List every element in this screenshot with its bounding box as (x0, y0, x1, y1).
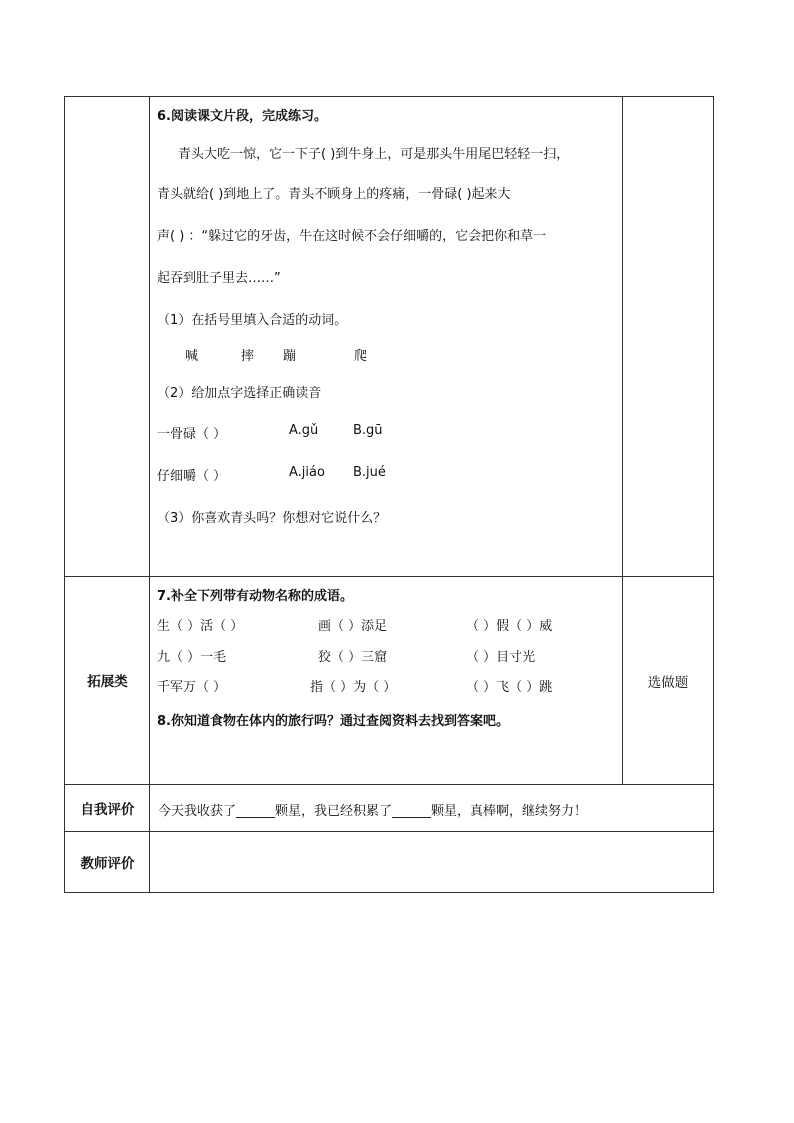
q6-cell (150, 97, 622, 576)
pinyin-option-b: B.gū (353, 423, 383, 438)
word-option: 喊 (185, 349, 199, 364)
idiom-item: 画（ ）添足 (318, 619, 388, 634)
q6-sub2: （2）给加点字选择正确读音 (157, 386, 322, 401)
row-divider-2 (65, 784, 713, 785)
worksheet-table (64, 96, 714, 893)
q8-title: 8.你知道食物在体内的旅行吗？通过查阅资料去找到答案吧。 (157, 714, 509, 729)
self-eval-text: 今天我收获了______颗星，我已经积累了______颗星，真棒啊，继续努力！ (158, 804, 588, 819)
word-option: 爬 (354, 349, 368, 364)
q7-title: 7.补全下列带有动物名称的成语。 (157, 589, 353, 604)
q6-passage-line-4: 起吞到肚子里去……” (157, 271, 281, 286)
category-teacher-eval: 教师评价 (80, 856, 135, 872)
idiom-item: （ ）目寸光 (466, 650, 536, 665)
q7-q8-cell (150, 577, 622, 784)
idiom-item: 指（ ）为（ ） (310, 680, 397, 695)
idiom-item: （ ）假（ ）威 (466, 619, 553, 634)
pinyin-question-1: 一骨碌（ ） (157, 427, 227, 442)
q6-passage-line-3: 声( ) ：“躲过它的牙齿，牛在这时候不会仔细嚼的，它会把你和草一 (157, 229, 547, 244)
category-extend: 拓展类 (87, 674, 128, 690)
word-option: 摔 (241, 349, 255, 364)
q6-sub1: （1）在括号里填入合适的动词。 (157, 313, 348, 328)
pinyin-option-b: B.jué (353, 465, 386, 480)
q6-sub3: （3）你喜欢青头吗？你想对它说什么？ (157, 511, 387, 526)
idiom-item: 千军万（ ） (157, 680, 227, 695)
category-self-eval: 自我评价 (80, 802, 135, 818)
pinyin-question-2: 仔细嚼（ ） (157, 469, 227, 484)
idiom-item: 九（ ）一毛 (157, 650, 227, 665)
q6-passage-line-1: 青头大吃一惊，它一下子( )到牛身上，可是那头牛用尾巴轻轻一扫， (178, 147, 570, 162)
pinyin-option-a: A.jiáo (289, 465, 325, 480)
word-option: 蹦 (283, 349, 297, 364)
idiom-item: 狡（ ）三窟 (318, 650, 388, 665)
q6-title: 6.阅读课文片段，完成练习。 (157, 109, 327, 124)
row-divider-3 (65, 831, 713, 832)
optional-label: 选做题 (647, 674, 689, 691)
idiom-item: 生（ ）活（ ） (157, 619, 244, 634)
pinyin-option-a: A.gǔ (289, 423, 319, 438)
q6-passage-line-2: 青头就给( )到地上了。青头不顾身上的疼痛，一骨碌( )起来大 (157, 187, 511, 202)
idiom-item: （ ）飞（ ）跳 (466, 680, 553, 695)
